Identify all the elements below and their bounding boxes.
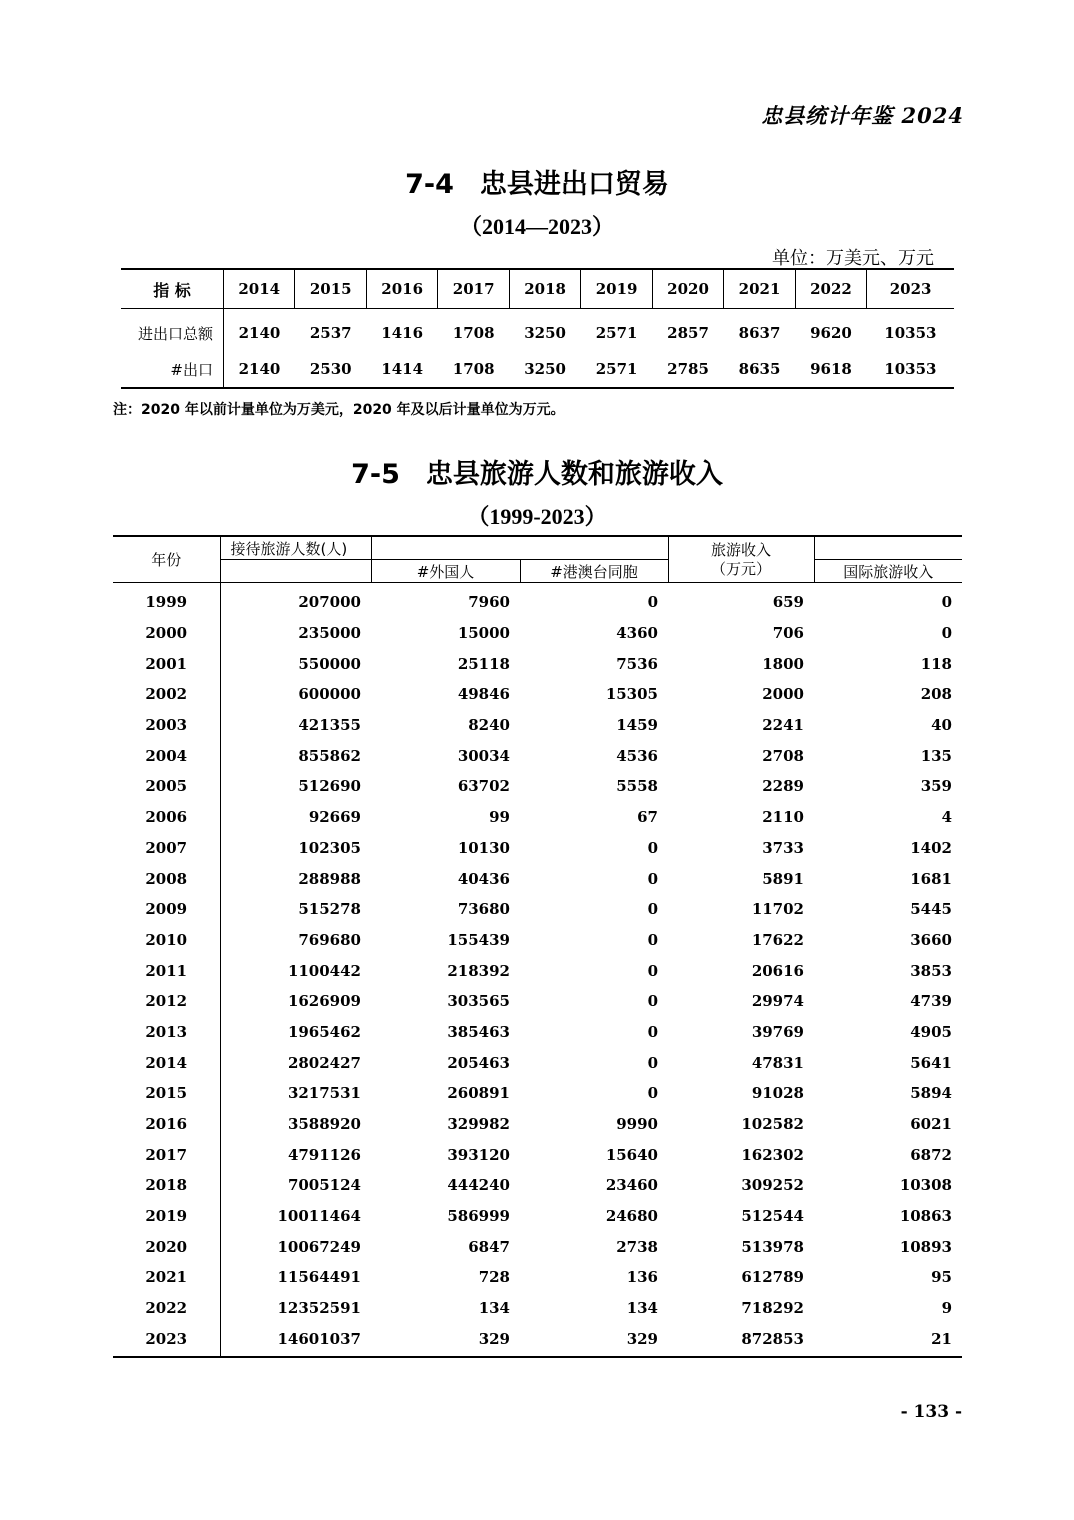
table-cell: 1708 <box>452 360 495 378</box>
table-cell: 10863 <box>899 1207 952 1226</box>
row-year: 2018 <box>113 1170 220 1201</box>
table-row <box>113 986 962 1017</box>
table-cell: 10353 <box>884 360 937 378</box>
table-row <box>113 1139 962 1170</box>
table-cell: 118 <box>920 654 952 673</box>
row-year: 2010 <box>113 925 220 956</box>
table-cell: 4905 <box>910 1022 952 1041</box>
row-year: 2004 <box>113 740 220 771</box>
table-cell: 260891 <box>447 1084 510 1103</box>
table-cell: 92669 <box>308 808 361 827</box>
header-hmt: #港澳台同胞 <box>520 560 668 583</box>
table-row <box>113 955 962 986</box>
table-cell: 208 <box>920 685 952 704</box>
header-year-2021: 2021 <box>724 269 795 309</box>
table-cell: 3588920 <box>287 1115 361 1134</box>
table-cell: 10893 <box>899 1237 952 1256</box>
row-label: 进出口总额 <box>121 309 224 352</box>
table-cell: 769680 <box>298 930 361 949</box>
table-cell: 5894 <box>910 1084 952 1103</box>
table-row <box>113 863 962 894</box>
table-cell: 329982 <box>447 1115 510 1134</box>
header-year-2023: 2023 <box>867 269 954 309</box>
table-cell: 1626909 <box>287 992 361 1011</box>
table-cell: 288988 <box>298 869 361 888</box>
table-cell: 135 <box>920 746 952 765</box>
table-row <box>121 309 954 352</box>
table-cell: 8637 <box>738 324 781 342</box>
table-cell: 17622 <box>751 930 804 949</box>
table-cell: 393120 <box>447 1145 510 1164</box>
table-cell: 1681 <box>910 869 952 888</box>
table-cell: 612789 <box>741 1268 804 1287</box>
table-cell: 4 <box>941 808 952 827</box>
table-cell: 512690 <box>298 777 361 796</box>
row-year: 2005 <box>113 771 220 802</box>
table-cell: 7960 <box>468 593 510 612</box>
table-row <box>113 1293 962 1324</box>
table-cell: 0 <box>647 930 658 949</box>
table-cell: 162302 <box>741 1145 804 1164</box>
table-cell: 2000 <box>762 685 804 704</box>
table-row <box>113 1201 962 1232</box>
table-cell: 3250 <box>524 360 566 378</box>
header-year-2022: 2022 <box>795 269 866 309</box>
table-row <box>113 1078 962 1109</box>
table-cell: 513978 <box>741 1237 804 1256</box>
table-cell: 0 <box>647 992 658 1011</box>
table-row <box>113 1170 962 1201</box>
table-cell: 3660 <box>910 930 952 949</box>
table-cell: 9 <box>941 1299 952 1318</box>
table-cell: 2802427 <box>287 1053 361 1072</box>
table1-title-text: 忠县进出口贸易 <box>479 169 669 200</box>
table-cell: 2537 <box>309 324 352 342</box>
table-row <box>121 351 954 388</box>
row-year: 1999 <box>113 583 220 618</box>
table-cell: 586999 <box>447 1207 510 1226</box>
table-row <box>113 1262 962 1293</box>
header-indicator: 指 标 <box>121 269 224 309</box>
table-cell: 6847 <box>468 1237 510 1256</box>
table-cell: 10130 <box>457 838 510 857</box>
table-cell: 2571 <box>595 360 638 378</box>
table-row <box>113 894 962 925</box>
table2-title-text: 忠县旅游人数和旅游收入 <box>425 459 723 490</box>
row-year: 2007 <box>113 833 220 864</box>
row-year: 2021 <box>113 1262 220 1293</box>
table-cell: 235000 <box>298 624 361 643</box>
table-cell: 8635 <box>738 360 781 378</box>
table-cell: 49846 <box>457 685 510 704</box>
table-cell: 2571 <box>595 324 638 342</box>
table2-period: （1999-2023） <box>467 504 607 529</box>
table-row <box>113 740 962 771</box>
table-cell: 2241 <box>762 716 804 735</box>
table-cell: 102305 <box>298 838 361 857</box>
table-cell: 5558 <box>616 777 658 796</box>
table-cell: 359 <box>920 777 952 796</box>
table-row <box>113 1324 962 1358</box>
table-cell: 8240 <box>468 716 510 735</box>
table-cell: 12352591 <box>277 1299 361 1318</box>
table-cell: 6872 <box>910 1145 952 1164</box>
table-cell: 15000 <box>457 624 510 643</box>
header-income: 旅游收入 （万元） <box>668 536 814 583</box>
table-cell: 1414 <box>381 360 424 378</box>
table-cell: 40436 <box>457 869 510 888</box>
row-year: 2012 <box>113 986 220 1017</box>
table-cell: 9618 <box>810 360 852 378</box>
table-cell: 718292 <box>741 1299 804 1318</box>
header-visitors: 接待旅游人数(人) <box>220 536 371 560</box>
row-year: 2014 <box>113 1047 220 1078</box>
header-year-2018: 2018 <box>509 269 580 309</box>
table-cell: 11564491 <box>277 1268 361 1287</box>
table-cell: 7005124 <box>287 1176 361 1195</box>
page-number: - 133 - <box>900 1402 962 1422</box>
table-cell: 30034 <box>457 746 510 765</box>
table-cell: 3217531 <box>287 1084 361 1103</box>
table-cell: 5641 <box>910 1053 952 1072</box>
table-cell: 2738 <box>616 1237 658 1256</box>
table-row <box>113 833 962 864</box>
table1-period: （2014—2023） <box>459 214 614 239</box>
table-row <box>113 710 962 741</box>
table-row <box>113 802 962 833</box>
table-cell: 329 <box>478 1329 510 1348</box>
row-year: 2003 <box>113 710 220 741</box>
row-label: #出口 <box>121 351 224 388</box>
row-year: 2023 <box>113 1324 220 1358</box>
table-cell: 23460 <box>605 1176 658 1195</box>
table-cell: 6021 <box>910 1115 952 1134</box>
trade-table <box>121 268 954 389</box>
table-row <box>113 1231 962 1262</box>
table-cell: 385463 <box>447 1022 510 1041</box>
tourism-table <box>113 535 962 1358</box>
table-cell: 855862 <box>298 746 361 765</box>
table-cell: 91028 <box>751 1084 804 1103</box>
table-cell: 2140 <box>238 360 281 378</box>
header-year: 年份 <box>113 536 220 583</box>
table-cell: 2110 <box>762 808 804 827</box>
row-year: 2008 <box>113 863 220 894</box>
table-cell: 11702 <box>751 900 804 919</box>
table-cell: 0 <box>647 838 658 857</box>
table-cell: 303565 <box>447 992 510 1011</box>
table-cell: 0 <box>941 593 952 612</box>
table-cell: 4360 <box>616 624 658 643</box>
row-year: 2000 <box>113 618 220 649</box>
table-cell: 134 <box>478 1299 510 1318</box>
table-cell: 728 <box>478 1268 510 1287</box>
row-year: 2015 <box>113 1078 220 1109</box>
header-year-2016: 2016 <box>366 269 437 309</box>
table-cell: 14601037 <box>277 1329 361 1348</box>
header-year-2014: 2014 <box>224 269 295 309</box>
table-cell: 21 <box>931 1329 952 1348</box>
row-year: 2017 <box>113 1139 220 1170</box>
table-cell: 2289 <box>762 777 804 796</box>
table-row <box>113 583 962 618</box>
row-year: 2009 <box>113 894 220 925</box>
table-cell: 3853 <box>910 961 952 980</box>
table-cell: 0 <box>647 869 658 888</box>
table-cell: 1416 <box>381 324 424 342</box>
table-cell: 4791126 <box>287 1145 361 1164</box>
row-year: 2006 <box>113 802 220 833</box>
table-cell: 5891 <box>762 869 804 888</box>
table-cell: 95 <box>931 1268 952 1287</box>
table-cell: 25118 <box>457 654 510 673</box>
table-cell: 10067249 <box>277 1237 361 1256</box>
table-cell: 2857 <box>667 324 709 342</box>
header-year-2015: 2015 <box>295 269 366 309</box>
table-cell: 5445 <box>910 900 952 919</box>
table-cell: 1100442 <box>287 961 361 980</box>
table-cell: 10308 <box>899 1176 952 1195</box>
header-year-2019: 2019 <box>581 269 652 309</box>
table-cell: 872853 <box>741 1329 804 1348</box>
table-cell: 63702 <box>457 777 510 796</box>
table-cell: 155439 <box>447 930 510 949</box>
table1-title <box>0 162 1074 201</box>
table-cell: 10011464 <box>277 1207 361 1226</box>
table-cell: 0 <box>647 593 658 612</box>
table-cell: 2785 <box>667 360 709 378</box>
table-cell: 3250 <box>524 324 566 342</box>
table-cell: 515278 <box>298 900 361 919</box>
table-cell: 9990 <box>616 1115 658 1134</box>
table1-note: 注：2020 年以前计量单位为万美元，2020 年及以后计量单位为万元。 <box>113 402 565 418</box>
table-row <box>113 1017 962 1048</box>
table-header-row <box>121 269 954 309</box>
table-cell: 205463 <box>447 1053 510 1072</box>
table-cell: 309252 <box>741 1176 804 1195</box>
header-foreign: #外国人 <box>371 560 520 583</box>
table-row <box>113 771 962 802</box>
table2-number: 7-5 <box>351 459 400 490</box>
table-cell: 2708 <box>762 746 804 765</box>
table-cell: 0 <box>941 624 952 643</box>
table-cell: 67 <box>637 808 658 827</box>
table-cell: 600000 <box>298 685 361 704</box>
table-cell: 0 <box>647 1022 658 1041</box>
table-cell: 102582 <box>741 1115 804 1134</box>
table-row <box>113 1047 962 1078</box>
table-cell: 0 <box>647 1053 658 1072</box>
row-year: 2019 <box>113 1201 220 1232</box>
table-cell: 550000 <box>298 654 361 673</box>
header-year-2017: 2017 <box>438 269 509 309</box>
table-row <box>113 925 962 956</box>
row-year: 2020 <box>113 1231 220 1262</box>
row-year: 2002 <box>113 679 220 710</box>
table-cell: 421355 <box>298 716 361 735</box>
table-row <box>113 618 962 649</box>
table-cell: 99 <box>489 808 510 827</box>
table-cell: 2140 <box>238 324 281 342</box>
table-row <box>113 679 962 710</box>
table-cell: 40 <box>931 716 952 735</box>
table-cell: 329 <box>626 1329 658 1348</box>
table-cell: 7536 <box>616 654 658 673</box>
header-intl-income: 国际旅游收入 <box>814 560 962 583</box>
table-cell: 1402 <box>910 838 952 857</box>
table-cell: 218392 <box>447 961 510 980</box>
table-cell: 1459 <box>616 716 658 735</box>
table-cell: 0 <box>647 1084 658 1103</box>
table-cell: 4536 <box>616 746 658 765</box>
table-cell: 444240 <box>447 1176 510 1195</box>
table-cell: 47831 <box>751 1053 804 1072</box>
table-cell: 659 <box>772 593 804 612</box>
table-row <box>113 648 962 679</box>
table1-number: 7-4 <box>405 169 454 200</box>
table-cell: 1708 <box>452 324 495 342</box>
running-header: 忠县统计年鉴 2024 <box>761 103 964 128</box>
row-year: 2013 <box>113 1017 220 1048</box>
row-year: 2022 <box>113 1293 220 1324</box>
table-cell: 15640 <box>605 1145 658 1164</box>
table-cell: 3733 <box>762 838 804 857</box>
table-cell: 29974 <box>751 992 804 1011</box>
table2-title <box>0 452 1074 491</box>
table-cell: 207000 <box>298 593 361 612</box>
table-cell: 4739 <box>910 992 952 1011</box>
table-cell: 512544 <box>741 1207 804 1226</box>
row-year: 2001 <box>113 648 220 679</box>
row-year: 2016 <box>113 1109 220 1140</box>
table-cell: 136 <box>626 1268 658 1287</box>
table-cell: 134 <box>626 1299 658 1318</box>
table-cell: 706 <box>772 624 804 643</box>
table-cell: 0 <box>647 961 658 980</box>
table1-unit: 单位：万美元、万元 <box>772 248 934 269</box>
row-year: 2011 <box>113 955 220 986</box>
table-cell: 1800 <box>762 654 804 673</box>
table-cell: 39769 <box>751 1022 804 1041</box>
table-row <box>113 1109 962 1140</box>
table-cell: 10353 <box>884 324 937 342</box>
table-cell: 0 <box>647 900 658 919</box>
header-year-2020: 2020 <box>652 269 723 309</box>
table-cell: 73680 <box>457 900 510 919</box>
table-cell: 1965462 <box>287 1022 361 1041</box>
table-cell: 20616 <box>751 961 804 980</box>
table-cell: 9620 <box>810 324 852 342</box>
table-cell: 24680 <box>605 1207 658 1226</box>
table-cell: 15305 <box>605 685 658 704</box>
table-cell: 2530 <box>309 360 352 378</box>
